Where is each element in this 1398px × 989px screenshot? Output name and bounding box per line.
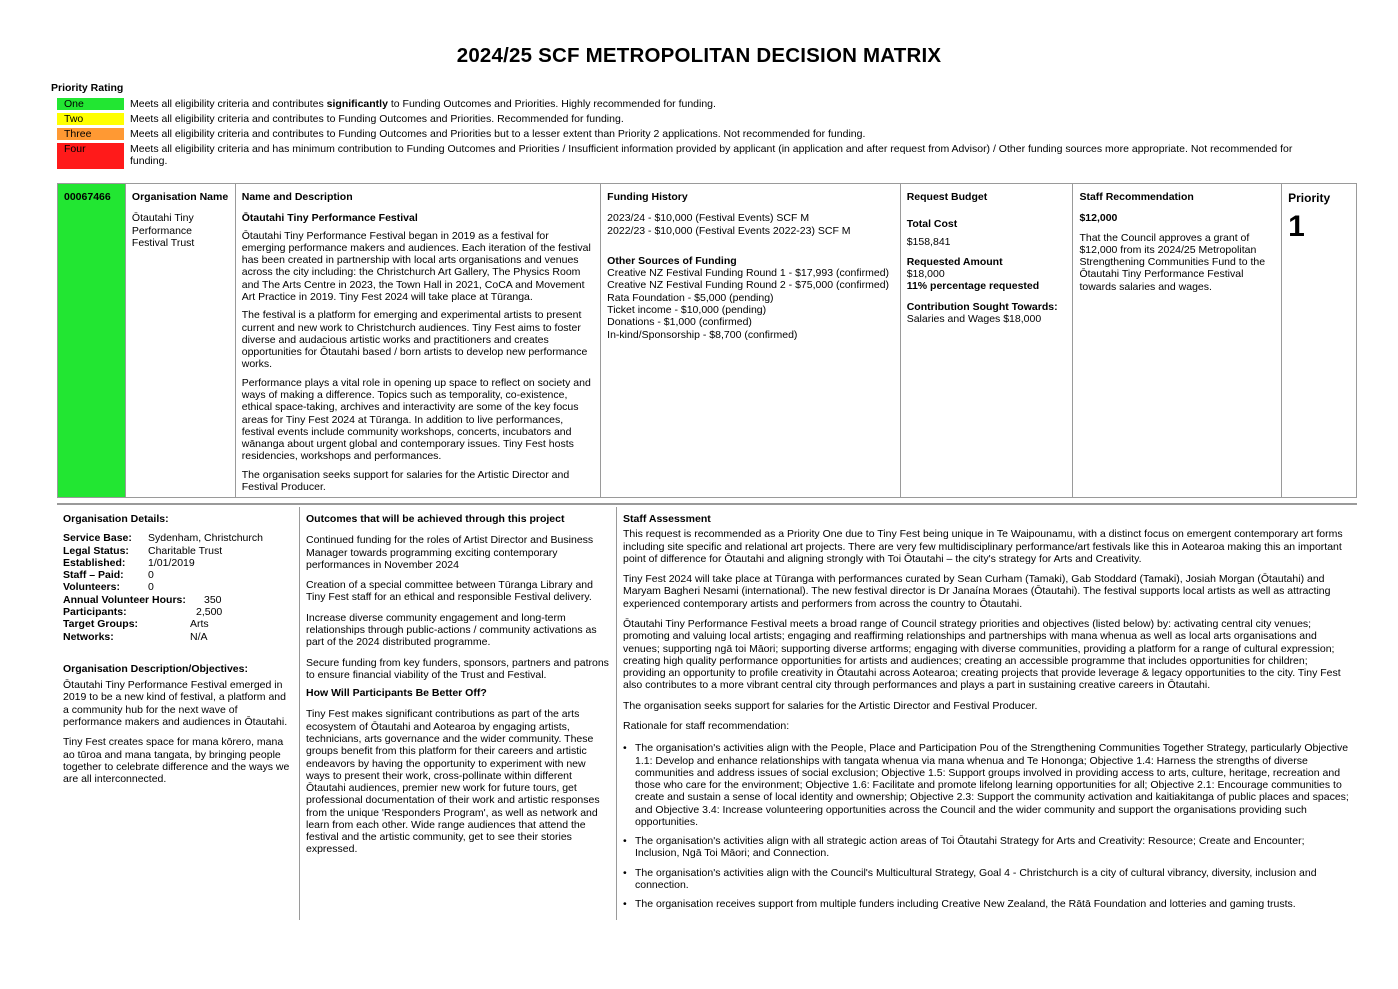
outcomes-column	[300, 507, 617, 920]
detail-row: Legal Status: Charitable Trust	[63, 544, 223, 557]
detail-row: Networks: N/A	[63, 630, 208, 643]
outcome-item: Increase diverse community engagement and long-term relationships through public-actions / community activations as part of the 2024 distributed programme.	[306, 611, 597, 649]
assessment-paragraph: Ōtautahi Tiny Performance Festival meets a broad range of Council strategy priorities and objectives (listed below) by: activating central city venues; promoting and valuing local artists; engaging and reaffirming relationships and partnerships with mana whenua as well as local arts organisations and venues; supporting ngā toi Māori; supporting diverse artforms; engaging with diverse communities, providing a platform for a range of cultural expression; creating high quality performance opportunities for artists and audiences; creating an accessible programme that includes opportunities for children; providing an opportunity to profile creativity in Ōtautahi across Aotearoa; creating projects that provide leverage & legacy opportunities to the city. Tiny Fest also contributes to a more vibrant central city through performances and plays a part in sustaining creative careers in Ōtautahi.	[623, 617, 1341, 692]
priority-header: Priority	[1288, 191, 1331, 205]
name-description-header: Name and Description	[241, 191, 353, 203]
organisation-details-header: Organisation Details:	[63, 513, 169, 525]
requested-amount-label: Requested Amount	[906, 255, 1003, 268]
rationale-item: • The organisation's activities align with the People, Place and Participation Pou of the Strengthening Communities Together Strategy, particularly Objective 1.1: Develop and enhance relationships with tangata whenua via mana whenua and Te Hononga; Objective 1.4: Harness the strengths of diverse communities and address issues of social exclusion; Objective 1.5: Support groups involved in providing access to arts, culture, heritage, recreation and those who care for the environment; Objective 1.6: Facilitate and promote lifelong learning opportunities for all; Objective 2.1: Encourage communities to create and sustain a sense of local identity and ownership; Objective 2.3: Support the community activation and kaitiakitanga of public places and spaces; and Objective 3.4: Increase volunteering opportunities across the Council and the wider community and support the organisations providing such opportunities.	[635, 742, 1351, 828]
project-name: Ōtautahi Tiny Performance Festival	[241, 212, 418, 225]
name-description-cell	[236, 184, 601, 497]
funding-history-item: 2022/23 - $10,000 (Festival Events 2022-23) SCF M	[607, 224, 851, 237]
detail-row: Established: 1/01/2019	[63, 556, 195, 569]
other-source-item: Rata Foundation - $5,000 (pending)	[607, 291, 774, 304]
priority-cell	[1282, 184, 1356, 497]
assessment-paragraph: This request is recommended as a Priority One due to Tiny Fest being unique in Te Waipounamu, with a distinct focus on emergent contemporary art forms including site specific and relational art projects. There are very few multidisciplinary performance/art festivals like this in Aotearoa making this an important point of difference for Ōtautahi and aligning strongly with Toi Ōtautahi – the city's strategy for Arts and Creativity.	[623, 528, 1343, 565]
priority-two-description: Meets all eligibility criteria and contributes to Funding Outcomes and Priorities. Recommended for funding.	[130, 113, 624, 125]
assessment-paragraph: Tiny Fest 2024 will take place at Tūranga with performances curated by Sean Curham (Tamaki), Gab Stoddard (Tamaki), Josiah Morgan (Ōtautahi) and Maryam Bagheri Nesami (international). The new festival director is Dr Janaína Moraes (Ōtautahi). The festival supports local artists as well as attracting experienced contemporary artists and performers from across the country to Ōtautahi.	[623, 573, 1331, 610]
outcomes-header: Outcomes that will be achieved through this project	[306, 513, 565, 525]
staff-recommendation-text: That the Council approves a grant of $12,000 from its 2024/25 Metropolitan Strengthening Communities Fund to the Ōtautahi Tiny Performance Festival towards salaries and wages.	[1079, 231, 1266, 293]
description-paragraph: Performance plays a vital role in opening up space to reflect on society and ways of making a difference. Topics such as temporality, co-existence, ethical space-taking, archives and interactivity are some of the key focus areas for Tiny Fest 2024 at Tūranga. In addition to live performances, festival events include community workshops, concerts, incubators and wānanga about urgent global and contemporary issues. Tiny Fest hosts residencies, workshops and performances.	[241, 376, 591, 463]
other-sources-header: Other Sources of Funding	[607, 254, 737, 267]
rationale-label: Rationale for staff recommendation:	[623, 719, 790, 732]
rationale-item: • The organisation's activities align with all strategic action areas of Toi Ōtautahi Strategy for Arts and Creativity: Resource; Create and Encounter; Inclusion, Ngā Toi Māori; and Connection.	[635, 835, 1351, 860]
section-divider	[57, 503, 1357, 505]
organisation-description-header: Organisation Description/Objectives:	[63, 662, 248, 675]
other-source-item: Ticket income - $10,000 (pending)	[607, 303, 767, 316]
detail-row: Annual Volunteer Hours: 350	[63, 593, 222, 606]
organisation-name-header: Organisation Name	[131, 191, 229, 203]
priority-rating-heading: Priority Rating	[51, 82, 124, 94]
rationale-list	[623, 742, 1351, 910]
funding-history-item: 2023/24 - $10,000 (Festival Events) SCF M	[607, 212, 810, 225]
other-source-item: Donations - $1,000 (confirmed)	[607, 316, 752, 329]
participants-header: How Will Participants Be Better Off?	[306, 687, 487, 700]
rationale-item: • The organisation receives support from multiple funders including Creative New Zealand, the Rātā Foundation and lotteries and gaming trusts.	[635, 898, 1351, 910]
contribution-label: Contribution Sought Towards:	[906, 300, 1058, 313]
staff-assessment-header: Staff Assessment	[623, 513, 711, 525]
other-source-item: Creative NZ Festival Funding Round 1 - $17,993 (confirmed)	[607, 267, 890, 280]
total-cost-value: $158,841	[906, 235, 951, 248]
staff-assessment-column	[617, 507, 1357, 920]
detail-row: Target Groups: Arts	[63, 618, 209, 631]
priority-two-swatch: Two	[57, 113, 124, 125]
priority-legend-row	[57, 128, 1317, 140]
organisation-name: Ōtautahi Tiny Performance Festival Trust	[131, 212, 195, 249]
priority-one-swatch: One	[57, 98, 124, 110]
organisation-description-paragraph: Tiny Fest creates space for mana kōrero, mana ao tūroa and mana tangata, by bringing people together to celebrate difference and the ways we are all interconnected.	[63, 736, 290, 786]
priority-three-description: Meets all eligibility criteria and contributes to Funding Outcomes and Priorities but to a lesser extent than Priority 2 applications. Not recommended for funding.	[130, 128, 866, 140]
funding-history-cell	[601, 184, 901, 497]
priority-three-swatch: Three	[57, 128, 124, 140]
organisation-name-cell	[126, 184, 236, 497]
organisation-details-column	[57, 507, 300, 920]
priority-legend-row	[57, 98, 1317, 110]
staff-recommended-amount: $12,000	[1079, 212, 1118, 225]
requested-amount-value: $18,000	[906, 268, 945, 281]
detail-row: Staff – Paid: 0	[63, 569, 154, 582]
outcome-item: Continued funding for the roles of Artist Director and Business Manager towards programming exciting contemporary performances in November 2024	[306, 534, 594, 571]
priority-legend-row	[57, 143, 1317, 169]
percentage-requested: 11% percentage requested	[906, 280, 1040, 293]
priority-one-description: Meets all eligibility criteria and contributes significantly to Funding Outcomes and Priorities. Highly recommended for funding.	[130, 98, 716, 110]
total-cost-label: Total Cost	[906, 218, 958, 231]
other-source-item: Creative NZ Festival Funding Round 2 - $75,000 (confirmed)	[607, 279, 890, 292]
detail-row: Volunteers: 0	[63, 581, 154, 594]
priority-four-swatch: Four	[57, 143, 124, 169]
other-source-item: In-kind/Sponsorship - $8,700 (confirmed)	[607, 328, 798, 341]
organisation-description-paragraph: Ōtautahi Tiny Performance Festival emerged in 2019 to be a new kind of festival, a platform and a community hub for the next wave of performance makers and audiences in Ōtautahi.	[63, 679, 288, 728]
request-budget-cell	[901, 184, 1074, 497]
priority-legend-row	[57, 113, 1317, 125]
page-title: 2024/25 SCF METROPOLITAN DECISION MATRIX	[456, 44, 942, 67]
request-budget-header: Request Budget	[906, 191, 988, 203]
description-paragraph: The festival is a platform for emerging and experimental artists to present current and new work to Christchurch audiences. Tiny Fest aims to foster diverse and audacious artistic works and practitioners and creates opportunities for Ōtautahi based / born artists to develop new performance works.	[241, 309, 588, 371]
priority-value: 1	[1288, 210, 1305, 244]
outcome-item: Secure funding from key funders, sponsors, partners and patrons to ensure financial viability of the Trust and Festival.	[306, 656, 609, 681]
assessment-paragraph: The organisation seeks support for salaries for the Artistic Director and Festival Producer.	[623, 699, 1038, 712]
staff-recommendation-header: Staff Recommendation	[1079, 191, 1194, 203]
participants-text: Tiny Fest makes significant contributions as part of the arts ecosystem of Ōtautahi and Aotearoa by engaging artists, technicians, arts governance and the wider community. These groups benefit from this platform for their careers and artistic endeavors by having the opportunity to experiment with new ways to present their work, cross-pollinate within different Ōtautahi audiences, premier new work for future tours, get professional documentation of their work and artistic responses from the unique 'Responders Program', as well as network and learn from each other. Wide range audiences that attend the festival and the artistic community, get to see their stories expressed.	[306, 708, 600, 856]
application-id-cell	[58, 184, 126, 497]
detail-row: Participants: 2,500	[63, 605, 223, 618]
funding-history-header: Funding History	[607, 191, 688, 203]
priority-four-description: Meets all eligibility criteria and has minimum contribution to Funding Outcomes and Priorities / Insufficient information provided by applicant (in application and after request from Advisor) / Other funding sources more appropriate. Not recommended for funding.	[130, 143, 1293, 168]
staff-recommendation-cell	[1073, 184, 1282, 497]
detail-row: Service Base: Sydenham, Christchurch	[63, 532, 263, 545]
contribution-value: Salaries and Wages $18,000	[906, 312, 1042, 325]
rationale-item: • The organisation's activities align with the Council's Multicultural Strategy, Goal 4 - Christchurch is a city of cultural vibrancy, diversity, inclusion and connection.	[635, 867, 1351, 892]
application-id: 00067466	[64, 191, 111, 203]
description-paragraph: The organisation seeks support for salaries for the Artistic Director and Festival Producer.	[241, 468, 570, 493]
outcome-item: Creation of a special committee between Tūranga Library and Tiny Fest staff for an ethical and responsible Festival delivery.	[306, 579, 593, 604]
application-table	[57, 183, 1357, 498]
description-paragraph: Ōtautahi Tiny Performance Festival began in 2019 as a festival for emerging performance makers and audiences. Each iteration of the festival has been created in partnership with local arts organisations and venues across the city including: the Christchurch Art Gallery, The Physics Room and The Arts Centre in 2023, the Town Hall in 2021, CoCA and Movement Art Practice in 2019. Tiny Fest 2024 will take place at Tūranga.	[241, 229, 591, 303]
